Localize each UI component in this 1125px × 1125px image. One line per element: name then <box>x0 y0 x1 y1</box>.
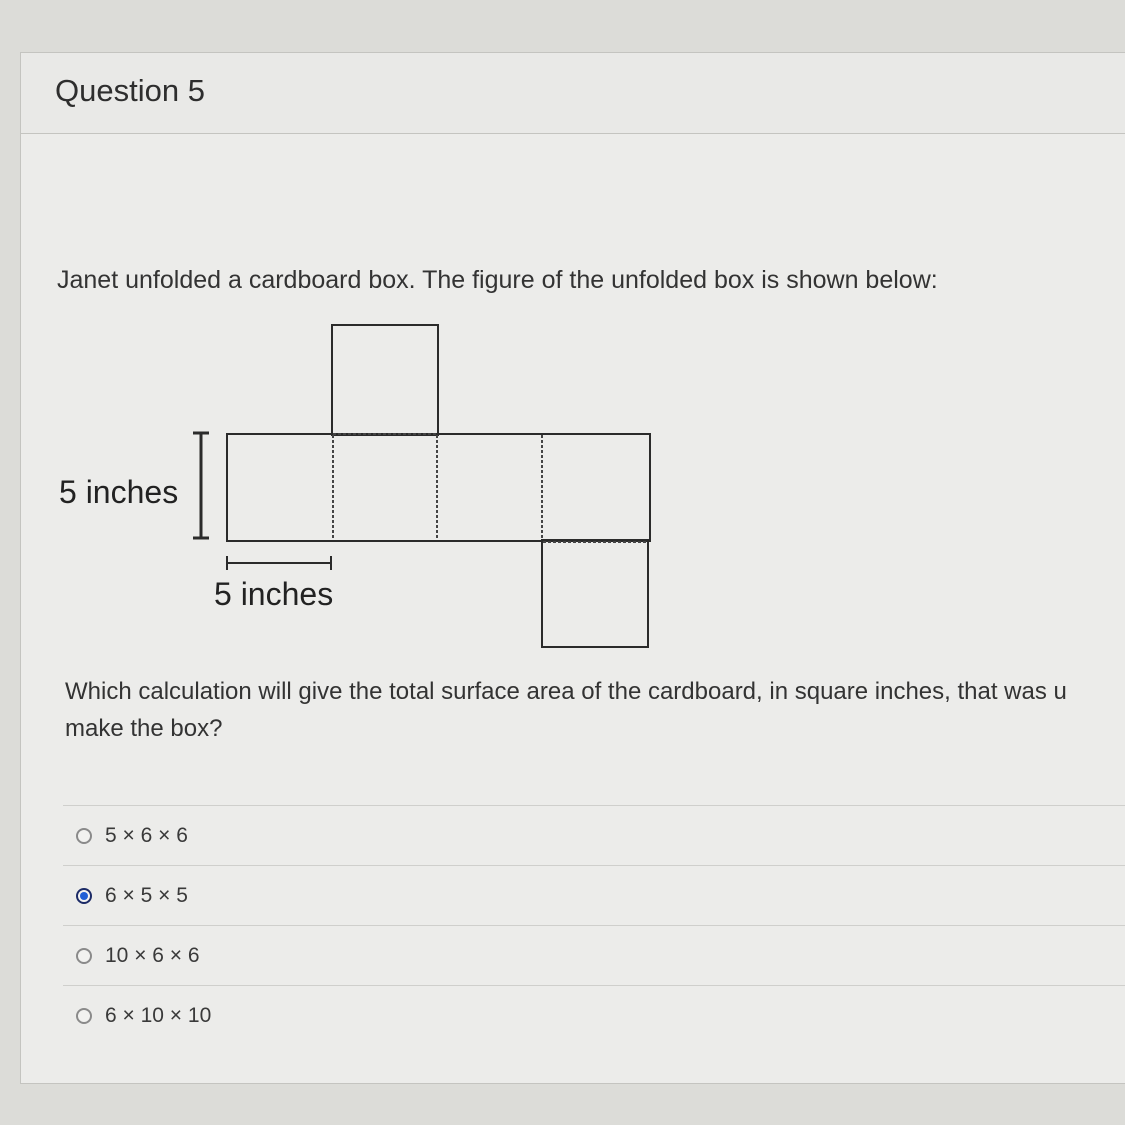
net-face-top <box>332 325 438 435</box>
answer-label-3: 10 × 6 × 6 <box>105 943 200 967</box>
sub-question-line-1: Which calculation will give the total surface area of the cardboard, in square inches, that was u <box>65 678 1067 705</box>
net-face-row <box>227 434 650 541</box>
horizontal-dimension-bar <box>227 556 331 570</box>
question-card <box>20 52 1125 1084</box>
answer-option-4[interactable] <box>63 985 1125 1045</box>
net-face-bottom <box>542 540 648 647</box>
answer-label-1: 5 × 6 × 6 <box>105 823 188 847</box>
question-prompt: Janet unfolded a cardboard box. The figure of the unfolded box is shown below: <box>57 266 938 294</box>
horizontal-dimension-label: 5 inches <box>214 576 334 612</box>
radio-button-4[interactable] <box>76 1008 92 1024</box>
net-fold-lines <box>333 434 648 542</box>
vertical-dimension-label: 5 inches <box>59 474 179 510</box>
answer-list <box>63 805 1125 1045</box>
sub-question <box>65 673 1125 747</box>
answer-option-3[interactable] <box>63 925 1125 985</box>
vertical-dimension-bar <box>193 433 209 538</box>
answer-label-2: 6 × 5 × 5 <box>105 883 188 907</box>
sub-question-line-2: make the box? <box>65 715 223 742</box>
question-title: Question 5 <box>55 73 205 108</box>
radio-button-3[interactable] <box>76 948 92 964</box>
answer-option-1[interactable] <box>63 805 1125 865</box>
answer-label-4: 6 × 10 × 10 <box>105 1003 212 1027</box>
radio-button-1[interactable] <box>76 828 92 844</box>
radio-button-2[interactable] <box>76 888 92 904</box>
answer-option-2[interactable] <box>63 865 1125 925</box>
